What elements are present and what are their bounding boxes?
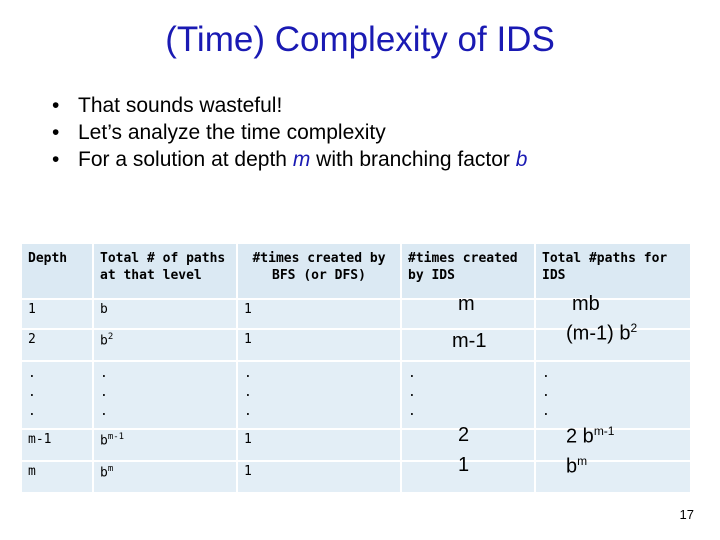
var-b: b xyxy=(515,148,528,171)
table-header-row xyxy=(21,243,691,299)
ids-value-row5: 1 xyxy=(458,454,470,476)
ids-value-row1: m xyxy=(458,293,475,315)
bullet-text: For a solution at depth xyxy=(78,148,293,171)
var-m: m xyxy=(292,148,311,171)
bullet-item xyxy=(52,119,527,146)
cell-times: 1 xyxy=(237,461,401,493)
page-number: 17 xyxy=(679,507,694,522)
cell-times: 1 xyxy=(237,429,401,461)
total-value-row4: 2 $b^{m-1}$ xyxy=(566,424,615,448)
cell-paths: b xyxy=(93,299,237,329)
cell-paths: $b^2$ xyxy=(93,329,237,361)
total-value-row2: (m-1) $b^2$ xyxy=(566,321,638,345)
cell-total: . . . xyxy=(535,361,691,429)
cell-depth: m xyxy=(21,461,93,493)
bullet-text: with branching factor xyxy=(310,148,516,171)
complexity-table xyxy=(20,242,692,494)
total-value-row5: $b^m$ xyxy=(566,454,588,478)
cell-depth: . . . xyxy=(21,361,93,429)
total-value-row1: mb xyxy=(572,293,600,315)
cell-depth: 1 xyxy=(21,299,93,329)
header-bfs-times: #times created by BFS (or DFS) xyxy=(237,243,401,299)
cell-ids: . . . xyxy=(401,361,535,429)
header-total-ids: Total #paths for IDS xyxy=(535,243,691,299)
cell-times: 1 xyxy=(237,299,401,329)
cell-times: . . . xyxy=(237,361,401,429)
slide-title: (Time) Complexity of IDS xyxy=(165,20,555,59)
header-ids-times: #times created by IDS xyxy=(401,243,535,299)
bullet-list xyxy=(52,92,527,173)
bullet-text: That sounds wasteful! xyxy=(78,94,283,117)
ids-value-row4: 2 xyxy=(458,424,470,446)
bullet-glyph: • xyxy=(52,148,60,171)
header-depth: Depth xyxy=(21,243,93,299)
bullet-text: Let’s analyze the time complexity xyxy=(78,121,386,144)
table-row-ellipsis xyxy=(21,361,691,429)
bullet-item xyxy=(52,92,527,119)
cell-depth: 2 xyxy=(21,329,93,361)
cell-paths: . . . xyxy=(93,361,237,429)
table-row xyxy=(21,461,691,493)
header-total-paths: Total # of paths at that level xyxy=(93,243,237,299)
cell-depth: m-1 xyxy=(21,429,93,461)
bullet-item xyxy=(52,146,527,173)
bullet-glyph: • xyxy=(52,121,60,144)
cell-total xyxy=(535,461,691,493)
cell-times: 1 xyxy=(237,329,401,361)
bullet-glyph: • xyxy=(52,94,60,117)
cell-paths: $b^m$ xyxy=(93,461,237,493)
ids-value-row2: m-1 xyxy=(452,330,487,352)
cell-paths: $b^{m-1}$ xyxy=(93,429,237,461)
